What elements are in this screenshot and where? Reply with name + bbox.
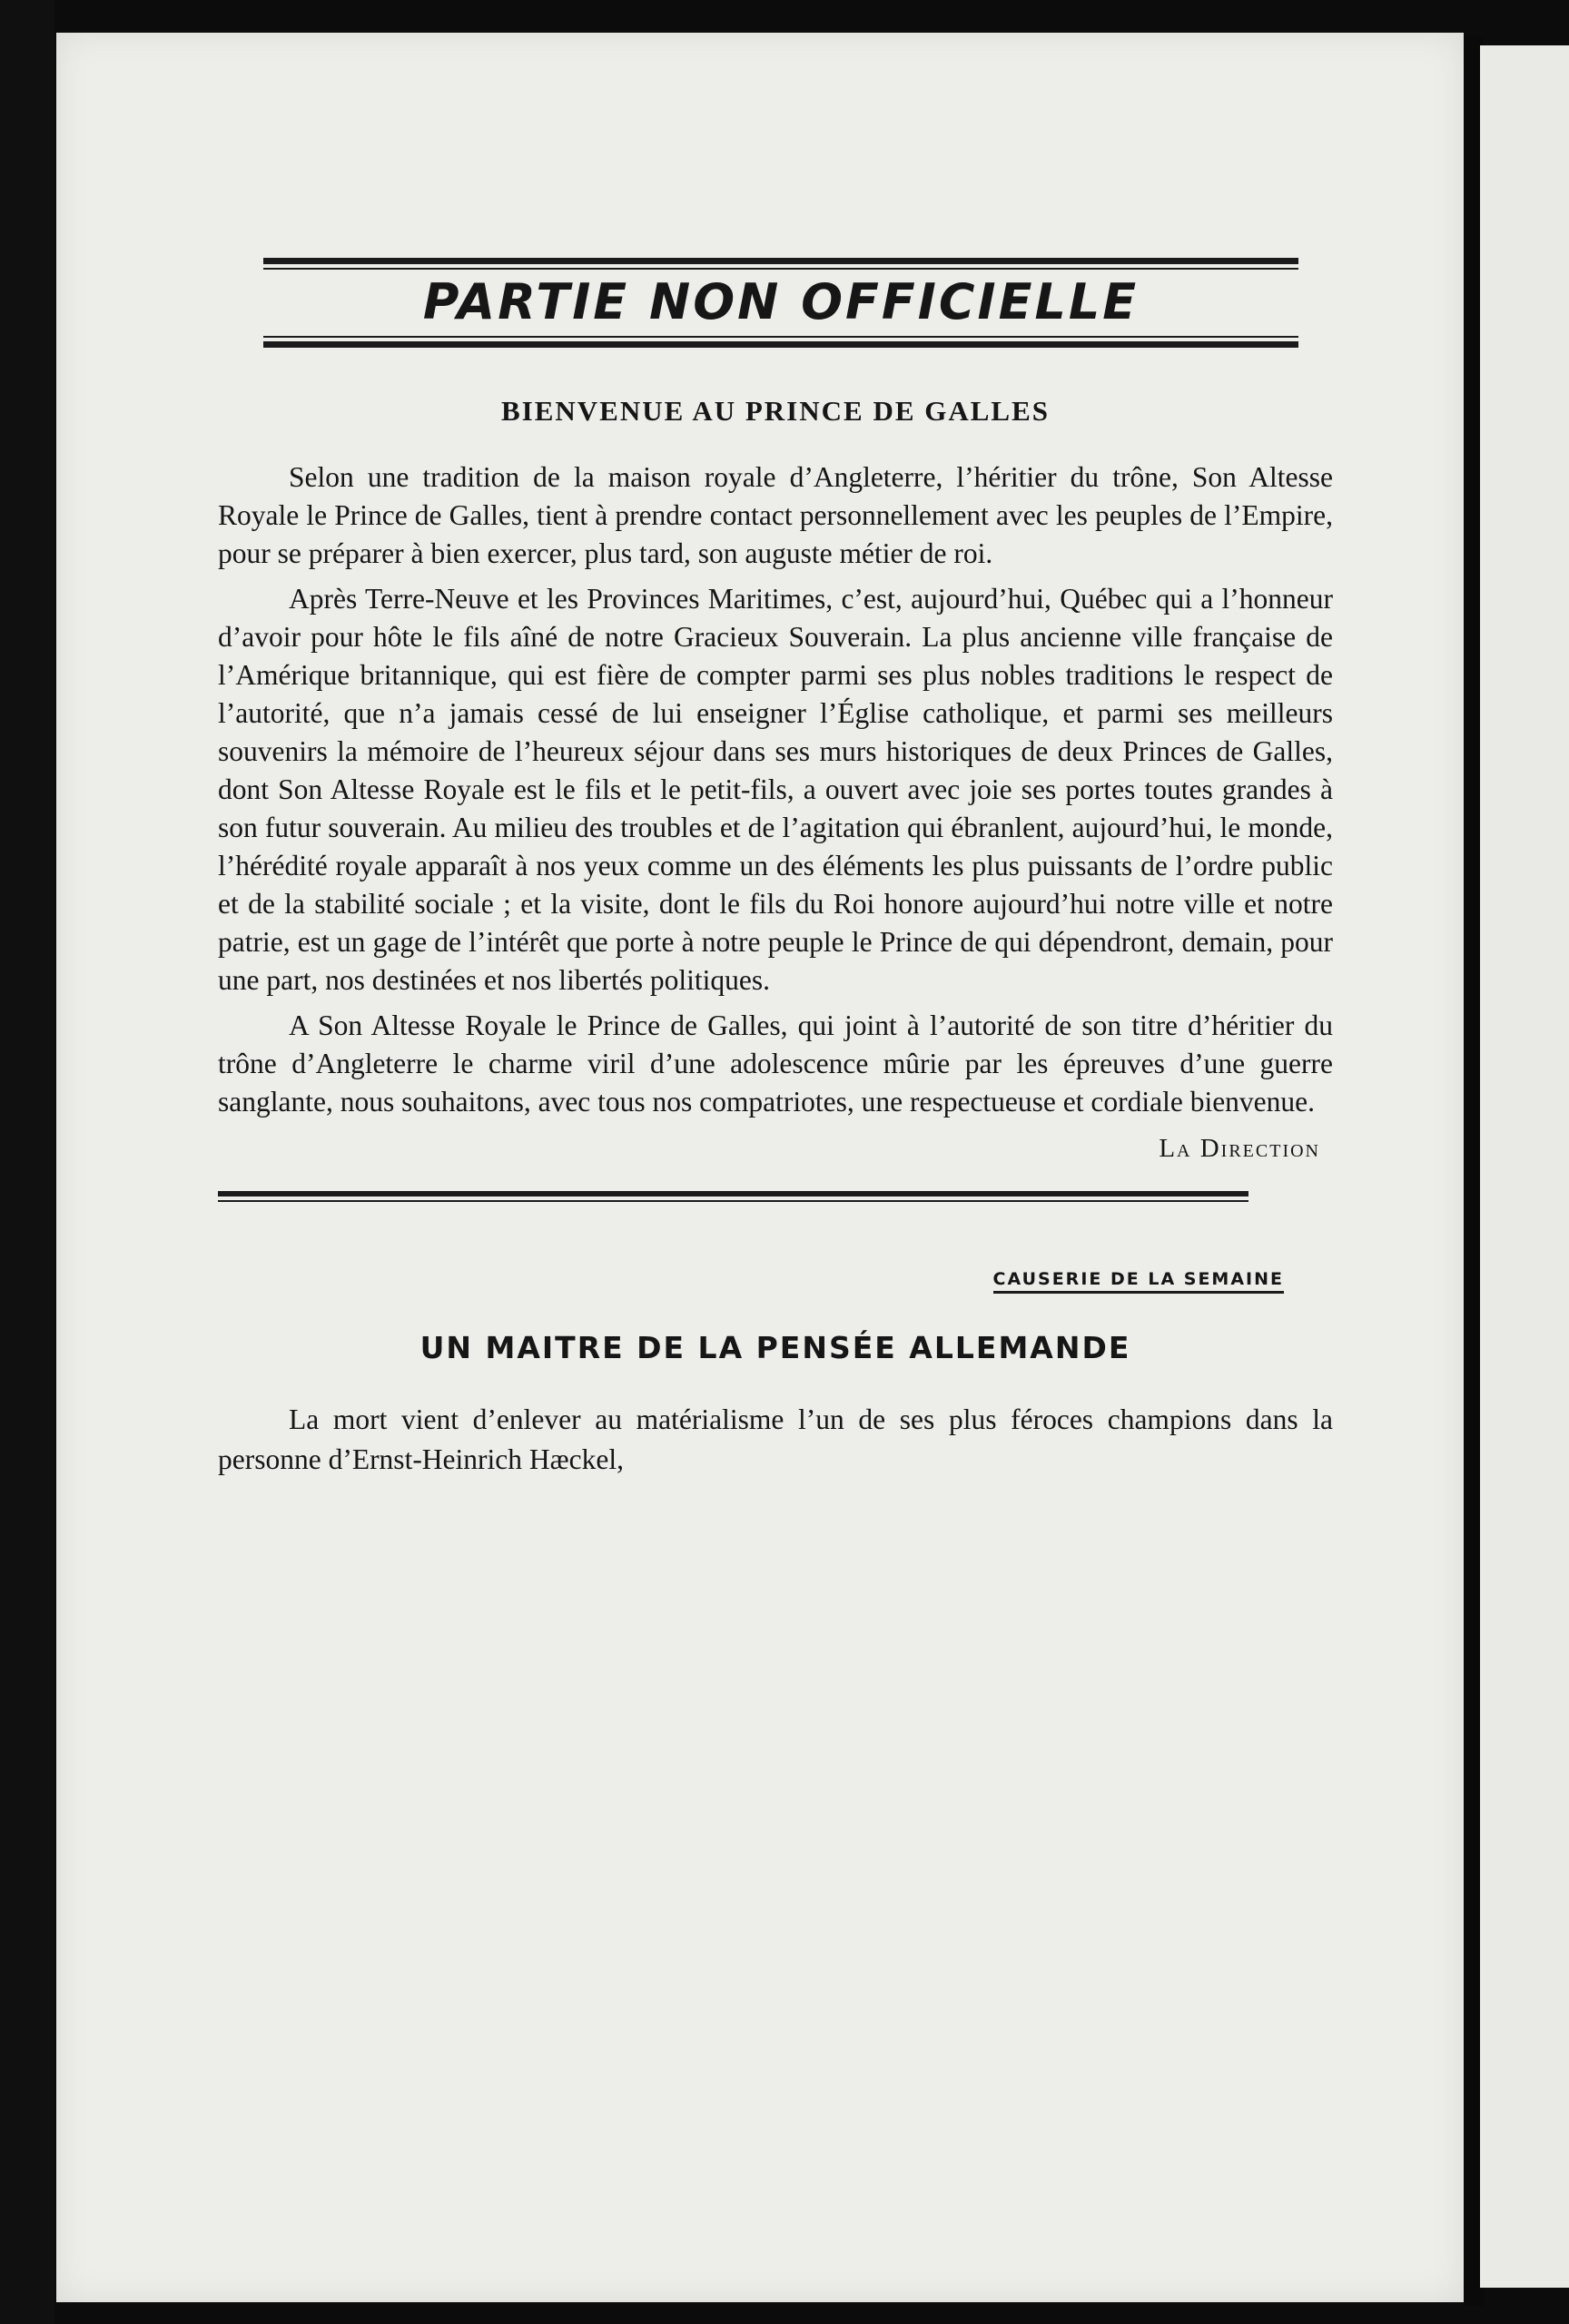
section-kicker: CAUSERIE DE LA SEMAINE xyxy=(993,1269,1284,1294)
masthead-bottom-rule xyxy=(263,341,1298,348)
document-page xyxy=(56,33,1464,2302)
divider-thick-rule xyxy=(218,1191,1248,1196)
article-paragraph: A Son Altesse Royale le Prince de Galles, qui joint à l’autorité de son titre d’héritier du trône d’Angleterre le charme viril d’une adolescence mûrie par les épreuves d’une guerre sanglante, nous souhaitons, avec tous nos compatriotes, une respectueuse et cordiale bienvenue. xyxy=(218,1009,1333,1118)
article-signature: La Direction xyxy=(1159,1133,1320,1163)
masthead-title: PARTIE NON OFFICIELLE xyxy=(422,273,1140,330)
article-paragraph: Selon une tradition de la maison royale d’Angleterre, l’héritier du trône, Son Altesse Royale le Prince de Galles, tient à prendre contact personnellement avec les peuples de l’Empire, pour se préparer à bien exercer, plus tard, son auguste métier de roi. xyxy=(218,460,1333,569)
article-title: BIENVENUE AU PRINCE DE GALLES xyxy=(500,394,1051,427)
section-divider xyxy=(218,1191,1248,1202)
film-border xyxy=(0,0,54,2324)
article-title: UN MAITRE DE LA PENSÉE ALLEMANDE xyxy=(419,1329,1131,1365)
section-kicker-wrap xyxy=(218,1269,1284,1294)
masthead-top-rule xyxy=(263,258,1298,264)
article-paragraph: Après Terre-Neuve et les Provinces Maritimes, c’est, aujourd’hui, Québec qui a l’honneur d’avoir pour hôte le fils aîné de notre Gracieux Souverain. La plus ancienne ville française de l’Amérique britannique, qui est fière de compter parmi ses plus nobles traditions le respect de l’autorité, que n’a jamais cessé de lui enseigner l’Église catholique, et parmi ses meilleurs souvenirs la mémoire de l’heureux séjour dans ses murs historiques de deux Princes de Galles, dont Son Altesse Royale est le fils et le petit-fils, a ouvert avec joie ses portes toutes grandes à son futur souverain. Au milieu des troubles et de l’agitation qui ébranlent, aujourd’hui, le monde, l’hérédité royale apparaît à nos yeux comme un des éléments les plus puissants de l’ordre public et de la stabilité sociale ; et la visite, dont le fils du Roi honore aujourd’hui notre ville et notre patrie, est un gage de l’intérêt que porte à notre peuple le Prince de qui dépendront, demain, pour une part, nos destinées et nos libertés politiques. xyxy=(218,582,1333,996)
article-paragraph: La mort vient d’enlever au matérialisme l’un de ses plus féroces champions dans la personne d’Ernst-Heinrich Hæckel, xyxy=(218,1403,1333,1475)
divider-thin-rule xyxy=(218,1200,1248,1202)
adjacent-page-edge xyxy=(1480,45,1569,2288)
masthead-bottom-rule-thin xyxy=(263,336,1298,338)
masthead xyxy=(263,251,1298,348)
page-content xyxy=(218,251,1333,1480)
